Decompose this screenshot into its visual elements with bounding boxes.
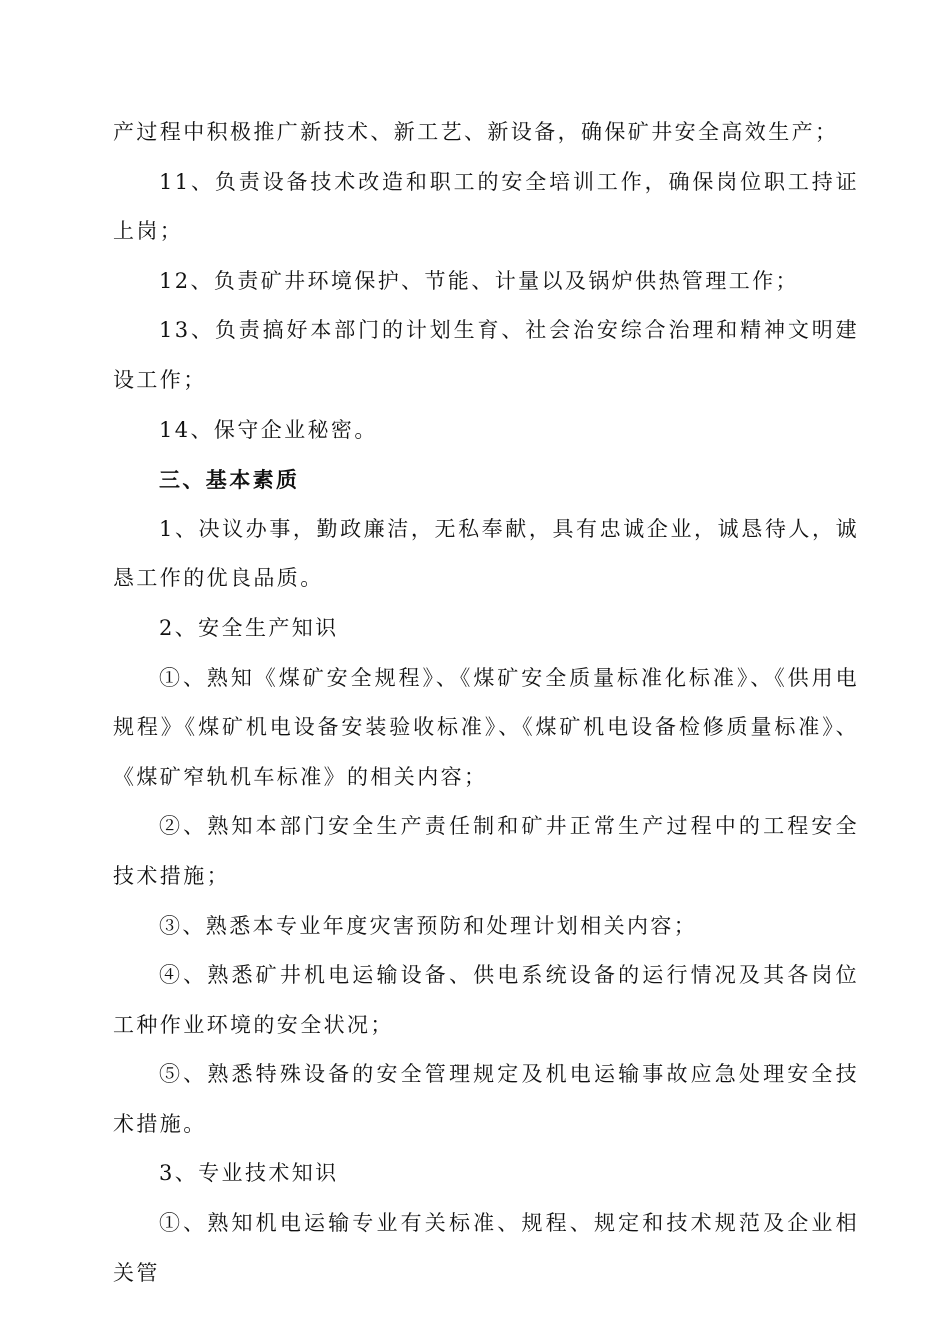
paragraph-safety-4: ④、熟悉矿井机电运输设备、供电系统设备的运行情况及其各岗位工种作业环境的安全状况； [113,963,859,1037]
subheading-technical-knowledge: 3、专业技术知识 [159,1161,339,1186]
paragraph-safety-5: ⑤、熟悉特殊设备的安全管理规定及机电运输事故应急处理安全技术措施。 [113,1062,859,1136]
paragraph-safety-2: ②、熟知本部门安全生产责任制和矿井正常生产过程中的工程安全技术措施； [113,814,859,888]
paragraph-quality-1: 1、决议办事，勤政廉洁，无私奉献，具有忠诚企业，诚恳待人，诚恳工作的优良品质。 [113,516,859,591]
paragraph-item-13: 13、负责搞好本部门的计划生育、社会治安综合治理和精神文明建设工作； [113,318,859,392]
subheading-safety-knowledge: 2、安全生产知识 [159,615,339,640]
paragraph-item-11: 11、负责设备技术改造和职工的安全培训工作，确保岗位职工持证上岗； [113,169,859,244]
paragraph-item-14: 14、保守企业秘密。 [159,417,378,442]
section-heading-basic-qualities: 三、基本素质 [159,467,300,493]
paragraph-safety-3: ③、熟悉本专业年度灾害预防和处理计划相关内容； [159,913,698,938]
paragraph-safety-1: ①、熟知《煤矿安全规程》、《煤矿安全质量标准化标准》、《供用电规程》《煤矿机电设备安装验收标准》、《煤矿机电设备检修质量标准》、《煤矿窄轨机车标准》的相关内容； [113,665,859,789]
paragraph-continuation: 产过程中积极推广新技术、新工艺、新设备，确保矿井安全高效生产； [113,120,839,144]
paragraph-item-12: 12、负责矿井环境保护、节能、计量以及锅炉供热管理工作； [159,268,799,293]
paragraph-technical-1: ①、熟知机电运输专业有关标准、规程、规定和技术规范及企业相关管 [113,1211,859,1285]
document-body [113,108,859,1298]
